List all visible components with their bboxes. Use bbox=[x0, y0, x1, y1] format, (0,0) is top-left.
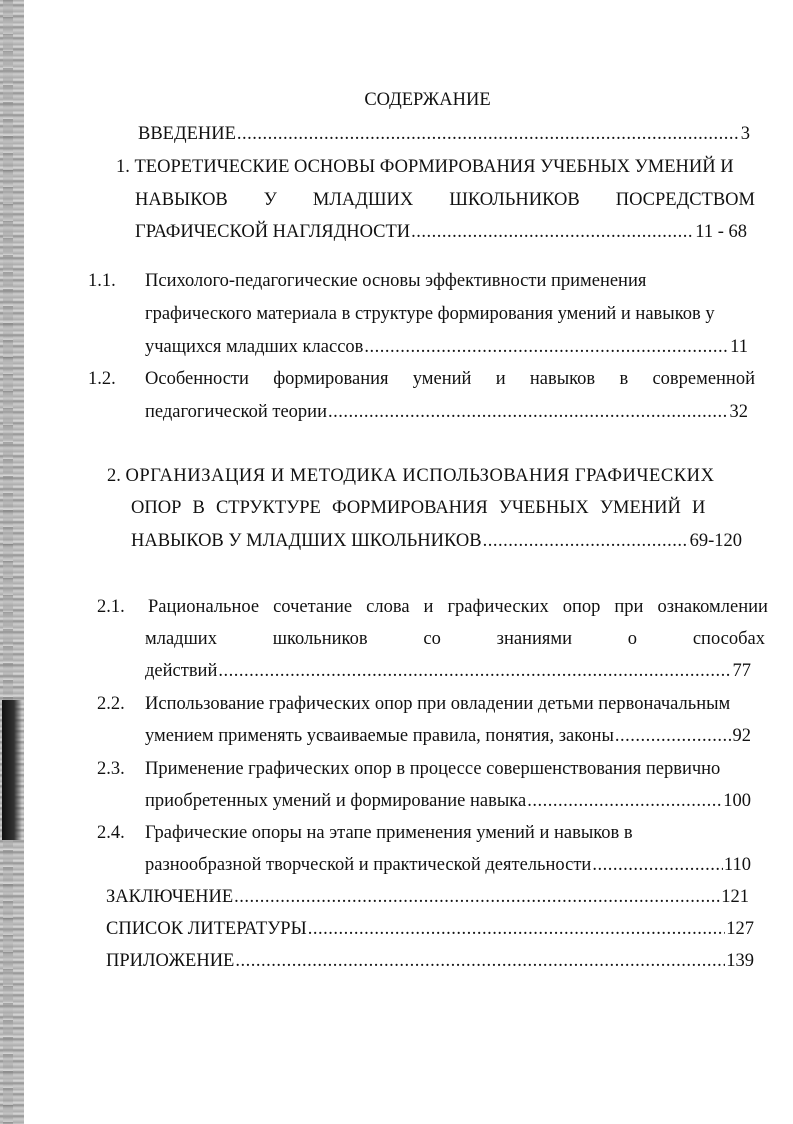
word: У bbox=[263, 190, 277, 210]
word: опор bbox=[562, 597, 601, 617]
section-title: умением применять усваиваемые правила, понятия, законы bbox=[145, 726, 614, 746]
word: знаниями bbox=[496, 629, 572, 649]
toc-page-number: 77 bbox=[732, 661, 751, 681]
section-2-3-line-1[interactable]: Применение графических опор в процессе совершенствования первично bbox=[145, 759, 721, 779]
section-title: действий bbox=[145, 661, 218, 681]
toc-entry-references[interactable] bbox=[106, 919, 754, 939]
chapter-title: НАВЫКОВ У МЛАДШИХ ШКОЛЬНИКОВ bbox=[131, 531, 482, 551]
section-2-1-line-3[interactable] bbox=[145, 661, 751, 681]
word: школьников bbox=[272, 629, 368, 649]
toc-leader-dots bbox=[237, 124, 740, 144]
section-2-2-line-2[interactable] bbox=[145, 726, 751, 746]
toc-entry-intro[interactable] bbox=[138, 124, 750, 144]
word: о bbox=[627, 629, 638, 649]
section-number: 1.2. bbox=[88, 369, 116, 389]
chapter-1-line-1[interactable] bbox=[116, 157, 734, 177]
section-title: разнообразной творческой и практической деятельности bbox=[145, 855, 592, 875]
section-number: 2.4. bbox=[97, 823, 125, 843]
section-1-1-line-2[interactable]: графического материала в структуре формирования умений и навыков у bbox=[145, 304, 715, 324]
word: умений bbox=[412, 369, 472, 389]
toc-page-number: 121 bbox=[721, 887, 749, 907]
toc-leader-dots bbox=[364, 337, 729, 357]
toc-leader-dots bbox=[328, 402, 729, 422]
word: ознакомлении bbox=[657, 597, 768, 617]
word: слова bbox=[366, 597, 410, 617]
section-number: 1.1. bbox=[88, 271, 116, 291]
chapter-title: ГРАФИЧЕСКОЙ НАГЛЯДНОСТИ bbox=[135, 222, 411, 242]
toc-page-number: 32 bbox=[729, 402, 748, 422]
section-title: приобретенных умений и формирование навыка bbox=[145, 791, 527, 811]
toc-label: ВВЕДЕНИЕ bbox=[138, 124, 236, 144]
word: Особенности bbox=[145, 369, 249, 389]
toc-page-number: 127 bbox=[726, 919, 754, 939]
toc-entry-appendix[interactable] bbox=[106, 951, 754, 971]
word: Рациональное bbox=[148, 597, 260, 617]
page-title: СОДЕРЖАНИЕ bbox=[364, 90, 491, 110]
word: формирования bbox=[273, 369, 389, 389]
chapter-number: 2. bbox=[107, 466, 121, 486]
toc-leader-dots bbox=[411, 222, 694, 242]
word: со bbox=[423, 629, 441, 649]
toc-label: СПИСОК ЛИТЕРАТУРЫ bbox=[106, 919, 307, 939]
section-1-1-line-1[interactable]: Психолого-педагогические основы эффективности применения bbox=[145, 271, 647, 291]
section-2-1-line-1[interactable] bbox=[148, 597, 768, 617]
section-2-4-line-2[interactable] bbox=[145, 855, 751, 875]
toc-page-number: 11 - 68 bbox=[695, 222, 747, 242]
toc-label: ЗАКЛЮЧЕНИЕ bbox=[106, 887, 234, 907]
chapter-title: ТЕОРЕТИЧЕСКИЕ ОСНОВЫ ФОРМИРОВАНИЯ УЧЕБНЫХ УМЕНИЙ И bbox=[134, 157, 734, 177]
section-1-2-line-2[interactable] bbox=[145, 402, 748, 422]
chapter-2-line-3[interactable] bbox=[131, 531, 742, 551]
scan-edge-artifact bbox=[0, 0, 24, 1124]
word: НАВЫКОВ bbox=[135, 190, 228, 210]
word: способах bbox=[692, 629, 765, 649]
toc-leader-dots bbox=[235, 951, 725, 971]
chapter-1-line-3[interactable] bbox=[135, 222, 747, 242]
toc-entry-conclusion[interactable] bbox=[106, 887, 749, 907]
toc-page-number: 139 bbox=[726, 951, 754, 971]
word: ШКОЛЬНИКОВ bbox=[449, 190, 580, 210]
chapter-title: ОРГАНИЗАЦИЯ И МЕТОДИКА ИСПОЛЬЗОВАНИЯ ГРАФИЧЕСКИХ bbox=[125, 466, 715, 486]
section-2-2-line-1[interactable]: Использование графических опор при овладении детьми первоначальным bbox=[145, 694, 731, 714]
section-number: 2.3. bbox=[97, 759, 125, 779]
word: сочетание bbox=[273, 597, 353, 617]
word: современной bbox=[652, 369, 755, 389]
word: младших bbox=[145, 629, 217, 649]
toc-leader-dots bbox=[234, 887, 720, 907]
section-1-2-line-1[interactable] bbox=[145, 369, 755, 389]
section-number: 2.1. bbox=[97, 597, 125, 617]
chapter-1-line-2 bbox=[135, 190, 755, 210]
scan-blot-artifact bbox=[2, 700, 22, 840]
section-1-1-line-3[interactable] bbox=[145, 337, 748, 357]
word: при bbox=[614, 597, 644, 617]
section-2-4-line-1[interactable]: Графические опоры на этапе применения умений и навыков в bbox=[145, 823, 633, 843]
toc-leader-dots bbox=[218, 661, 731, 681]
word: и bbox=[423, 597, 434, 617]
toc-leader-dots bbox=[592, 855, 723, 875]
toc-page-number: 110 bbox=[723, 855, 751, 875]
word: в bbox=[619, 369, 629, 389]
section-2-1-line-2[interactable] bbox=[145, 629, 765, 649]
toc-leader-dots bbox=[615, 726, 732, 746]
word: графических bbox=[447, 597, 549, 617]
toc-page-number: 100 bbox=[723, 791, 751, 811]
toc-leader-dots bbox=[483, 531, 689, 551]
chapter-number: 1. bbox=[116, 157, 130, 177]
section-title: педагогической теории bbox=[145, 402, 327, 422]
toc-leader-dots bbox=[308, 919, 726, 939]
word: МЛАДШИХ bbox=[312, 190, 414, 210]
word: и bbox=[495, 369, 506, 389]
chapter-2-line-2[interactable]: ОПОР В СТРУКТУРЕ ФОРМИРОВАНИЯ УЧЕБНЫХ УМЕНИЙ И bbox=[131, 498, 706, 518]
section-title: учащихся младших классов bbox=[145, 337, 364, 357]
toc-page-number: 69-120 bbox=[689, 531, 742, 551]
toc-leader-dots bbox=[527, 791, 722, 811]
word: ПОСРЕДСТВОМ bbox=[615, 190, 755, 210]
section-number: 2.2. bbox=[97, 694, 125, 714]
chapter-2-line-1[interactable] bbox=[107, 466, 714, 486]
toc-label: ПРИЛОЖЕНИЕ bbox=[106, 951, 235, 971]
toc-page-number: 3 bbox=[740, 124, 750, 144]
word: навыков bbox=[529, 369, 596, 389]
toc-page-number: 11 bbox=[730, 337, 748, 357]
section-2-3-line-2[interactable] bbox=[145, 791, 751, 811]
toc-page-number: 92 bbox=[732, 726, 751, 746]
